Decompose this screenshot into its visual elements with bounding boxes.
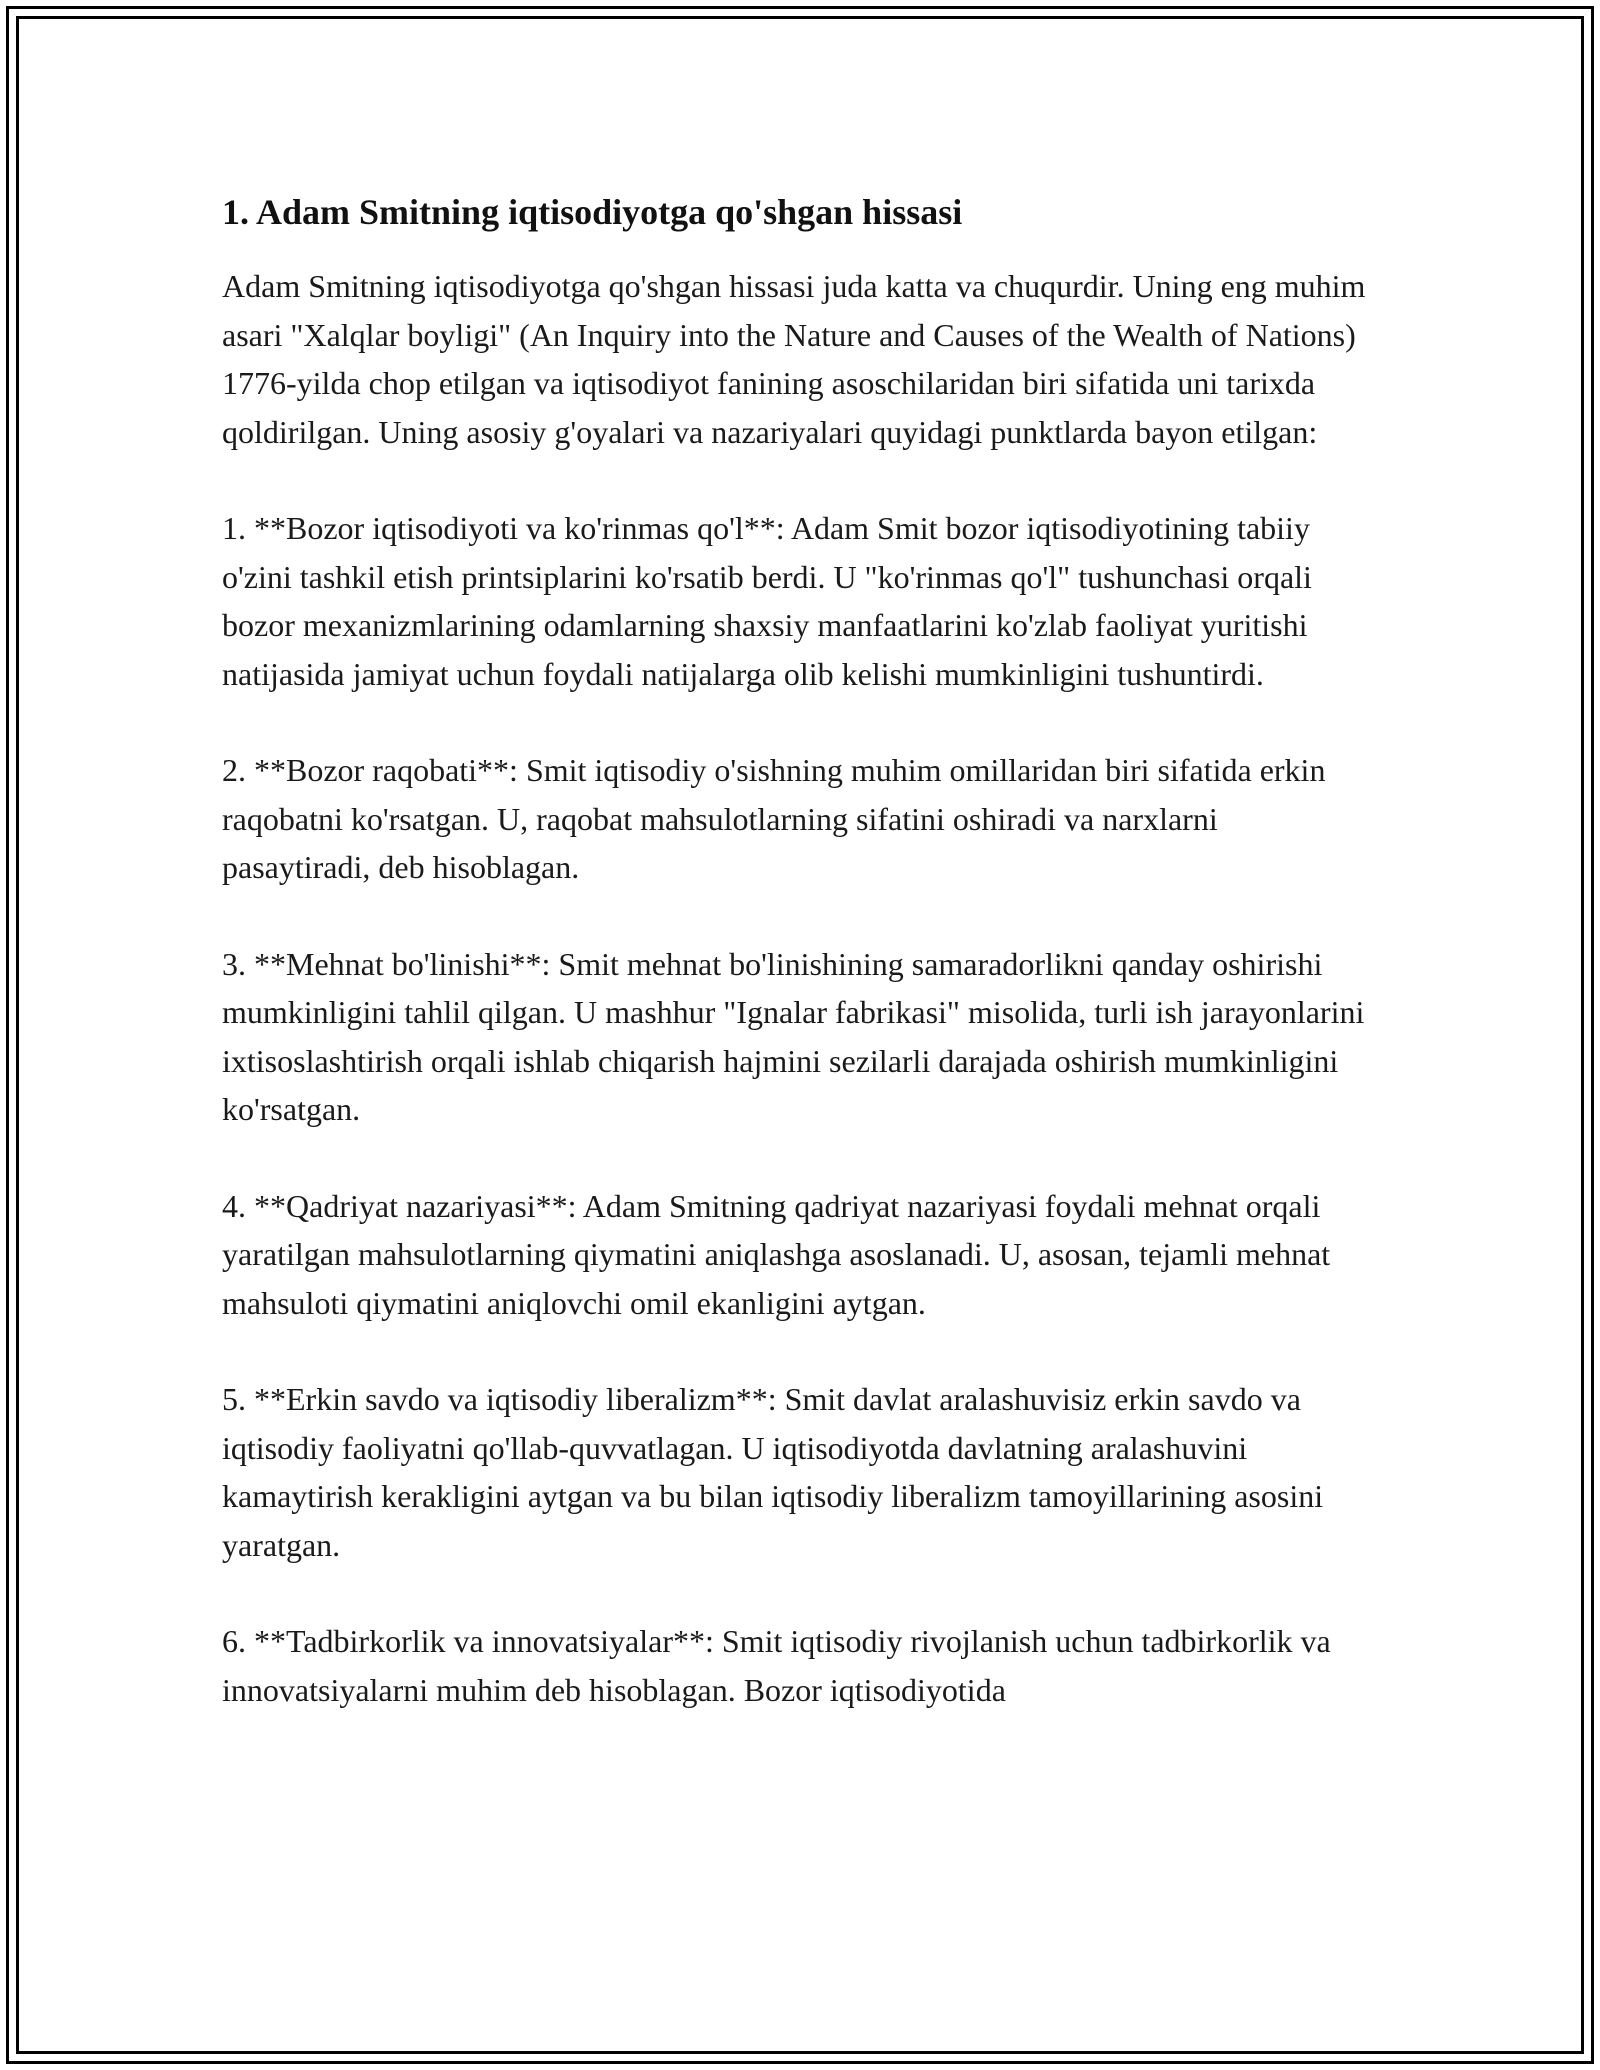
point-paragraph-2: 2. **Bozor raqobati**: Smit iqtisodiy o'sishning muhim omillaridan biri sifatida erkin raqobatni ko'rsatgan. U, raqobat mahsulotlarning sifatini oshiradi va narxlarni pasaytiradi, deb hisoblagan. [222, 752, 1326, 885]
point-paragraph-5: 5. **Erkin savdo va iqtisodiy liberalizm**: Smit davlat aralashuvisiz erkin savdo va iqtisodiy faoliyatni qo'llab-quvvatlagan. U iqtisodiyotda davlatning aralashuvini kamaytirish kerakligini aytgan va bu bilan iqtisodiy liberalizm tamoyillarining asosini yaratgan. [222, 1381, 1324, 1563]
document-body [222, 188, 1372, 1762]
document-title: 1. Adam Smitning iqtisodiyotga qo'shgan hissasi [222, 192, 963, 232]
point-paragraph-1: 1. **Bozor iqtisodiyoti va ko'rinmas qo'l**: Adam Smit bozor iqtisodiyotining tabiiy o'zini tashkil etish printsiplarini ko'rsatib berdi. U "ko'rinmas qo'l" tushunchasi orqali bozor mexanizmlarining odamlarning shaxsiy manfaatlarini ko'zlab faoliyat yuritishi natijasida jamiyat uchun foydali natijalarga olib kelishi mumkinligini tushuntirdi. [222, 510, 1312, 692]
point-paragraph-4: 4. **Qadriyat nazariyasi**: Adam Smitning qadriyat nazariyasi foydali mehnat orqali yaratilgan mahsulotlarning qiymatini aniqlashga asoslanadi. U, asosan, tejamli mehnat mahsuloti qiymatini aniqlovchi omil ekanligini aytgan. [222, 1187, 1331, 1321]
intro-paragraph: Adam Smitning iqtisodiyotga qo'shgan hissasi juda katta va chuqurdir. Uning eng muhim asari "Xalqlar boyligi" (An Inquiry into the Nature and Causes of the Wealth of Nations) 1776-yilda chop etilgan va iqtisodiyot fanining asoschilaridan biri sifatida uni tarixda qoldirilgan. Uning asosiy g'oyalari va nazariyalari quyidagi punktlarda bayon etilgan: [222, 268, 1366, 450]
point-paragraph-6: 6. **Tadbirkorlik va innovatsiyalar**: Smit iqtisodiy rivojlanish uchun tadbirkorlik va innovatsiyalarni muhim deb hisoblagan. Bozor iqtisodiyotida [222, 1623, 1331, 1708]
point-paragraph-3: 3. **Mehnat bo'linishi**: Smit mehnat bo'linishining samaradorlikni qanday oshirishi mumkinligini tahlil qilgan. U mashhur "Ignalar fabrikasi" misolida, turli ish jarayonlarini ixtisoslashtirish orqali ishlab chiqarish hajmini sezilarli darajada oshirish mumkinligini ko'rsatgan. [222, 945, 1365, 1127]
